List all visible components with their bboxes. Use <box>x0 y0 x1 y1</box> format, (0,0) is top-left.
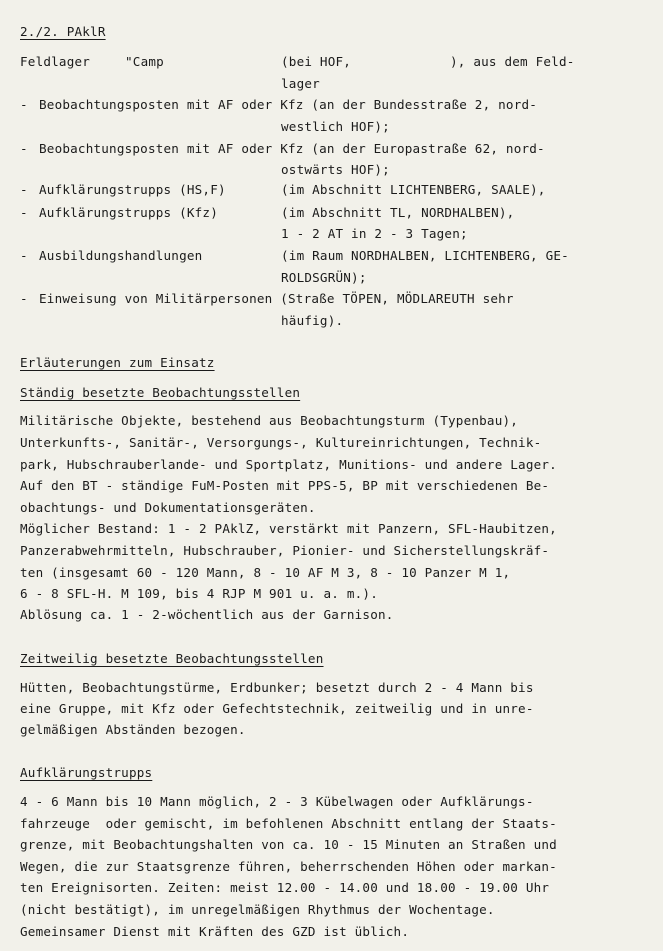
paragraph-line: ten Ereignisorten. Zeiten: meist 12.00 - 14.00 und 18.00 - 19.00 Uhr <box>20 880 550 895</box>
paragraph-line: gelmäßigen Abständen bezogen. <box>20 722 246 737</box>
paragraph-line: 4 - 6 Mann bis 10 Mann möglich, 2 - 3 Kübelwagen oder Aufklärungs- <box>20 794 534 809</box>
camp-location: (bei HOF, <box>281 54 352 69</box>
camp-name: "Camp <box>125 54 164 69</box>
section-heading: Zeitweilig besetzte Beobachtungsstellen <box>20 651 324 666</box>
paragraph-line: grenze, mit Beobachtungshalten von ca. 10 - 15 Minuten an Straßen und <box>20 837 557 852</box>
camp-location-cont: lager <box>281 76 320 91</box>
paragraph-line: fahrzeuge oder gemischt, im befohlenen Abschnitt entlang der Staats- <box>20 816 557 831</box>
activity-bullet: - <box>20 205 28 220</box>
paragraph-line: eine Gruppe, mit Kfz oder Gefechtstechnik, zeitweilig und in unre- <box>20 701 534 716</box>
activity-item-detail: (im Raum NORDHALBEN, LICHTENBERG, GE- <box>281 248 569 263</box>
camp-location-rest: ), aus dem Feld- <box>450 54 575 69</box>
paragraph-line: Ablösung ca. 1 - 2-wöchentlich aus der Garnison. <box>20 607 394 622</box>
section-title: Erläuterungen zum Einsatz <box>20 355 215 370</box>
activity-item-cont: ostwärts HOF); <box>281 162 390 177</box>
paragraph-line: 6 - 8 SFL-H. M 109, bis 4 RJP M 901 u. a. m.). <box>20 586 378 601</box>
activity-bullet: - <box>20 97 28 112</box>
activity-item-cont: ROLDSGRÜN); <box>281 270 367 285</box>
activity-item-cont: 1 - 2 AT in 2 - 3 Tagen; <box>281 226 468 241</box>
paragraph-line: Militärische Objekte, bestehend aus Beobachtungsturm (Typenbau), <box>20 413 519 428</box>
activity-item-detail: (im Abschnitt TL, NORDHALBEN), <box>281 205 515 220</box>
activity-bullet: - <box>20 291 28 306</box>
activity-item: Einweisung von Militärpersonen (Straße TÖPEN, MÖDLAREUTH sehr <box>39 291 514 306</box>
section-heading: Ständig besetzte Beobachtungsstellen <box>20 385 301 400</box>
activity-item: Aufklärungstrupps (Kfz) <box>39 205 218 220</box>
paragraph-line: park, Hubschrauberlande- und Sportplatz, Munitions- und andere Lager. <box>20 457 557 472</box>
paragraph-line: Unterkunfts-, Sanitär-, Versorgungs-, Kultureinrichtungen, Technik- <box>20 435 542 450</box>
activity-item-cont: häufig). <box>281 313 344 328</box>
paragraph-line: Wegen, die zur Staatsgrenze führen, beherrschenden Höhen oder markan- <box>20 859 557 874</box>
paragraph-line: obachtungs- und Dokumentationsgeräten. <box>20 500 316 515</box>
activity-bullet: - <box>20 141 28 156</box>
paragraph-line: Auf den BT - ständige FuM-Posten mit PPS-5, BP mit verschiedenen Be- <box>20 478 550 493</box>
activity-item: Ausbildungshandlungen <box>39 248 203 263</box>
activity-bullet: - <box>20 182 28 197</box>
activity-item: Beobachtungsposten mit AF oder Kfz (an der Europastraße 62, nord- <box>39 141 545 156</box>
paragraph-line: ten (insgesamt 60 - 120 Mann, 8 - 10 AF M 3, 8 - 10 Panzer M 1, <box>20 565 511 580</box>
paragraph-line: (nicht bestätigt), im unregelmäßigen Rhythmus der Wochentage. <box>20 902 495 917</box>
paragraph-line: Gemeinsamer Dienst mit Kräften des GZD ist üblich. <box>20 924 410 939</box>
section-heading: Aufklärungstrupps <box>20 765 153 780</box>
camp-label: Feldlager <box>20 54 91 69</box>
paragraph-line: Hütten, Beobachtungstürme, Erdbunker; besetzt durch 2 - 4 Mann bis <box>20 680 534 695</box>
activity-item: Beobachtungsposten mit AF oder Kfz (an der Bundesstraße 2, nord- <box>39 97 538 112</box>
activity-item-cont: westlich HOF); <box>281 119 390 134</box>
paragraph-line: Panzerabwehrmitteln, Hubschrauber, Pionier- und Sicherstellungskräf- <box>20 543 550 558</box>
activity-bullet: - <box>20 248 28 263</box>
unit-heading: 2./2. PAklR <box>20 24 106 39</box>
activity-item: Aufklärungstrupps (HS,F) <box>39 182 226 197</box>
activity-item-detail: (im Abschnitt LICHTENBERG, SAALE), <box>281 182 546 197</box>
paragraph-line: Möglicher Bestand: 1 - 2 PAklZ, verstärkt mit Panzern, SFL-Haubitzen, <box>20 521 557 536</box>
